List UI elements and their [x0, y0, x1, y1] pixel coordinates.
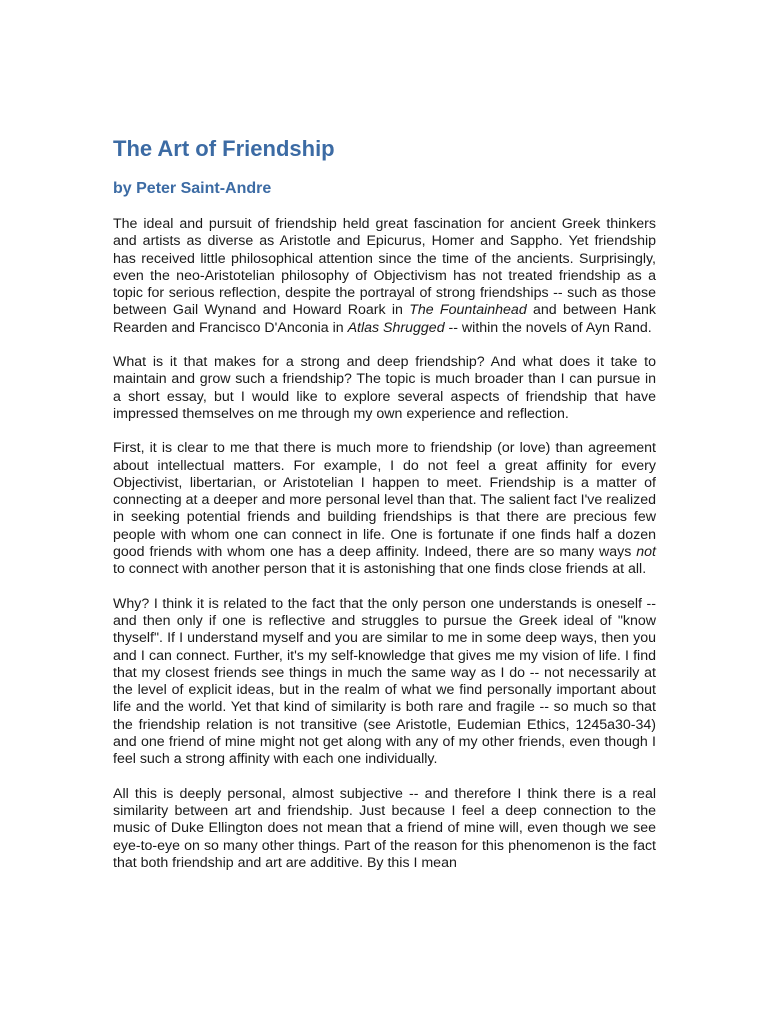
paragraph [113, 216, 656, 337]
text-segment: to connect with another person that it is astonishing that one finds close friends at all. [113, 561, 647, 578]
paragraph [113, 440, 656, 578]
text-segment: All this is deeply personal, almost subjective -- and therefore I think there is a real similarity between art and friendship. Just because I feel a deep connection to the music of Duke Ellington does not mean that a friend of mine will, even though we see eye-to-eye on so many other things. Part of the reason for this phenomenon is the fact that both friendship and art are additive. By this I mean [113, 785, 656, 871]
document-title: The Art of Friendship [113, 136, 335, 161]
italic-text-segment: The Fountainhead [409, 302, 527, 319]
text-segment: and between Hank Rearden and Francisco D'Anconia in [113, 302, 656, 336]
italic-text-segment: Atlas Shrugged [347, 319, 445, 336]
author-byline: by Peter Saint-Andre [113, 180, 272, 197]
paragraph [113, 354, 656, 423]
italic-text-segment: not [636, 544, 656, 561]
text-segment: The ideal and pursuit of friendship held great fascination for ancient Greek thinkers and artists as diverse as Aristotle and Epicurus, Homer and Sappho. Yet friendship has received little philosophical attention since the time of the ancients. Surprisingly, even the neo-Aristotelian philosophy of Objectivism has not treated friendship as a topic for serious reflection, despite the portrayal of strong friendships -- such as those between Gail Wynand and Howard Roark in [113, 216, 656, 319]
text-segment: Why? I think it is related to the fact that the only person one understands is oneself -- and then only if one is reflective and struggles to pursue the Greek ideal of "know thyself". If I understand myself and you are similar to me in some deep ways, then you and I can connect. Further, it's my self-knowledge that gives me my vision of life. I find that my closest friends see things in much the same way as I do -- not necessarily at the level of explicit ideas, but in the realm of what we find personally important about life and the world. Yet that kind of similarity is both rare and fragile -- so much so that the friendship relation is not transitive (see Aristotle, Eudemian Ethics, 1245a30-34) and one friend of mine might not get along with any of my other friends, even though I feel such a strong affinity with each one individually. [113, 595, 656, 768]
text-segment: What is it that makes for a strong and deep friendship? And what does it take to maintain and grow such a friendship? The topic is much broader than I can pursue in a short essay, but I would like to explore several aspects of friendship that have impressed themselves on me through my own experience and reflection. [113, 354, 656, 422]
paragraph [113, 596, 656, 769]
article-body [113, 216, 656, 889]
text-segment: -- within the novels of Ayn Rand. [444, 319, 652, 336]
text-segment: First, it is clear to me that there is much more to friendship (or love) than agreement about intellectual matters. For example, I do not feel a great affinity for every Objectivist, libertarian, or Aristotelian I happen to meet. Friendship is a matter of connecting at a deeper and more personal level than that. The salient fact I've realized in seeking potential friends and building friendships is that there are precious few people with whom one can connect in life. One is fortunate if one finds half a dozen good friends with whom one has a deep affinity. Indeed, there are so many ways [113, 440, 656, 561]
paragraph [113, 786, 656, 872]
